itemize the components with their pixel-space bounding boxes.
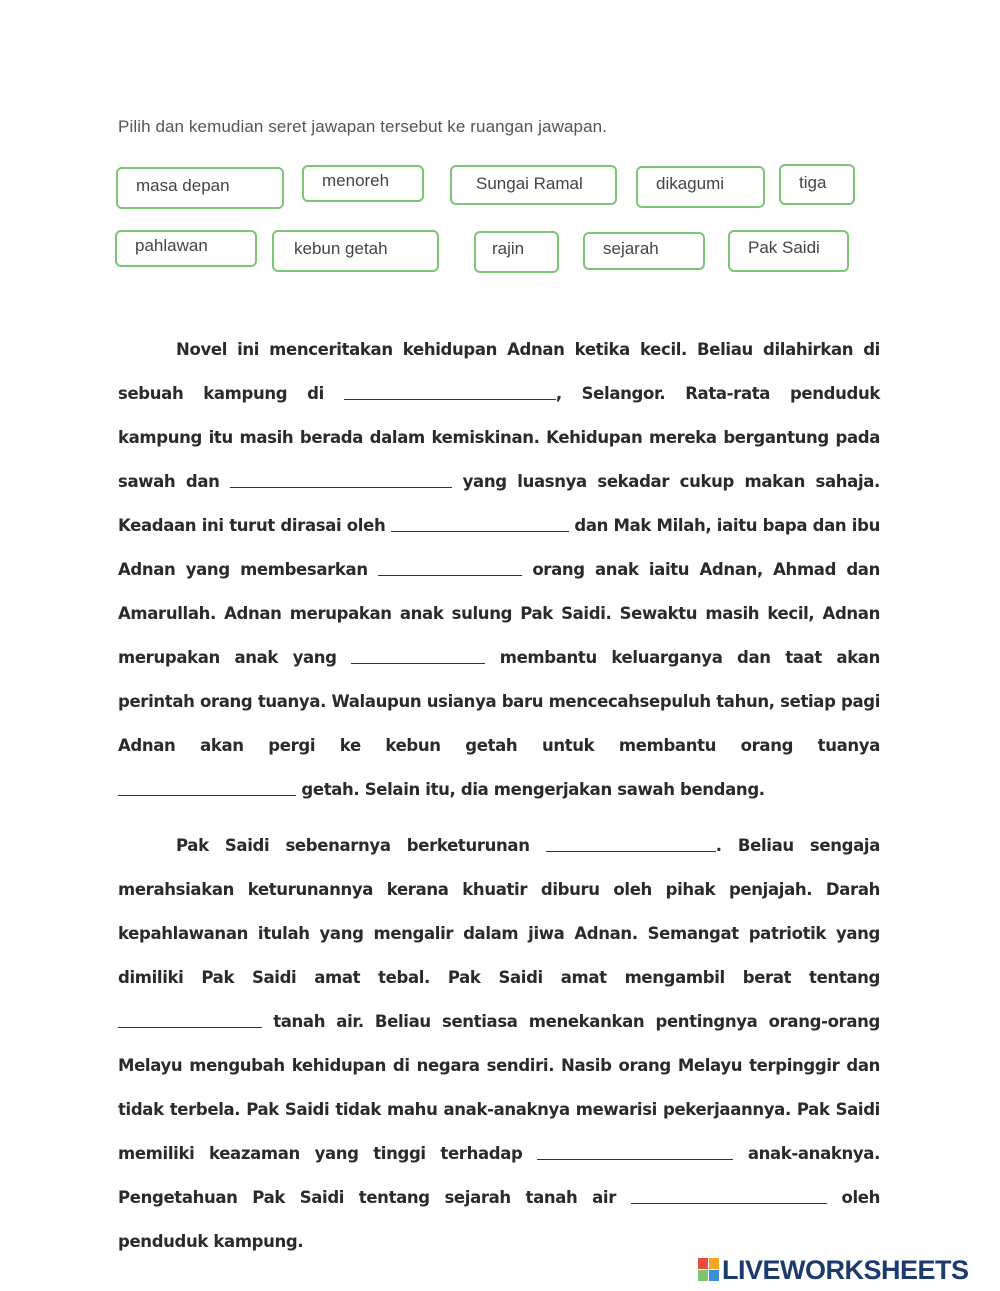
answer-blank[interactable]	[118, 1009, 262, 1028]
answer-blank[interactable]	[118, 777, 296, 796]
option-chip[interactable]: dikagumi	[636, 166, 765, 208]
paragraph-text: tanah air. Beliau sentiasa menekankan pentingnya orang-orang Melayu mengubah kehidupan di negara sendiri. Nasib orang Melayu terpinggir dan tidak terbela. Pak Saidi tidak mahu anak-anaknya mewarisi pekerjaannya. Pak Saidi memiliki keazaman yang tinggi terhadap	[118, 1012, 880, 1163]
paragraph-text: yang luasnya sekadar cukup makan sahaja. Keadaan ini turut dirasai oleh	[118, 472, 880, 535]
answer-blank[interactable]	[631, 1185, 827, 1204]
paragraph-text: membantu keluarganya dan taat akan perintah orang tuanya. Walaupun usianya baru mencecahsepuluh tahun, setiap pagi Adnan akan pergi ke kebun getah untuk membantu orang tuanya	[118, 648, 880, 755]
paragraph-2	[118, 824, 880, 1264]
option-chip[interactable]: tiga	[779, 164, 855, 205]
paragraph-text: Novel ini menceritakan kehidupan Adnan ketika kecil. Beliau dilahirkan di sebuah kampung di	[118, 340, 880, 403]
instruction-text: Pilih dan kemudian seret jawapan tersebut ke ruangan jawapan.	[118, 117, 608, 136]
answer-blank[interactable]	[546, 833, 716, 852]
option-chip[interactable]: sejarah	[583, 232, 705, 270]
liveworksheets-logo	[698, 1256, 969, 1284]
option-chip[interactable]: kebun getah	[272, 230, 439, 272]
paragraph-1	[118, 328, 880, 812]
option-chip[interactable]: rajin	[474, 231, 559, 273]
answer-blank[interactable]	[378, 557, 522, 576]
logo-icon	[698, 1258, 720, 1282]
option-chip[interactable]: Pak Saidi	[728, 230, 849, 272]
logo-square	[698, 1270, 708, 1281]
logo-square	[698, 1258, 708, 1269]
paragraph-text: getah. Selain itu, dia mengerjakan sawah bendang.	[301, 780, 765, 799]
answer-blank[interactable]	[537, 1141, 733, 1160]
option-chip[interactable]: masa depan	[116, 167, 284, 209]
option-chip[interactable]: Sungai Ramal	[450, 165, 617, 205]
paragraph-text: , Selangor. Rata-rata penduduk kampung itu masih berada dalam kemiskinan. Kehidupan mereka bergantung pada sawah dan	[118, 384, 880, 491]
paragraph-text: oleh penduduk kampung.	[118, 1188, 880, 1251]
option-chip[interactable]: pahlawan	[115, 230, 257, 267]
paragraph-text: anak-anaknya. Pengetahuan Pak Saidi tentang sejarah tanah air	[118, 1144, 880, 1207]
answer-blank[interactable]	[351, 645, 485, 664]
answer-blank[interactable]	[391, 513, 569, 532]
paragraph-text: Pak Saidi sebenarnya berketurunan	[176, 836, 530, 855]
paragraph-text: orang anak iaitu Adnan, Ahmad dan Amarullah. Adnan merupakan anak sulung Pak Saidi. Sewaktu masih kecil, Adnan merupakan anak yang	[118, 560, 880, 667]
paragraph-text: . Beliau sengaja merahsiakan keturunannya kerana khuatir diburu oleh pihak penjajah. Darah kepahlawanan itulah yang mengalir dalam jiwa Adnan. Semangat patriotik yang dimiliki Pak Saidi amat tebal. Pak Saidi amat mengambil berat tentang	[118, 836, 880, 987]
option-chip[interactable]: menoreh	[302, 165, 424, 202]
answer-blank[interactable]	[344, 381, 556, 400]
answer-blank[interactable]	[230, 469, 452, 488]
paragraph-text: dan Mak Milah, iaitu bapa dan ibu Adnan yang membesarkan	[118, 516, 880, 579]
logo-square	[709, 1258, 719, 1269]
logo-text: LIVEWORKSHEETS	[722, 1254, 969, 1285]
logo-square	[709, 1270, 719, 1281]
